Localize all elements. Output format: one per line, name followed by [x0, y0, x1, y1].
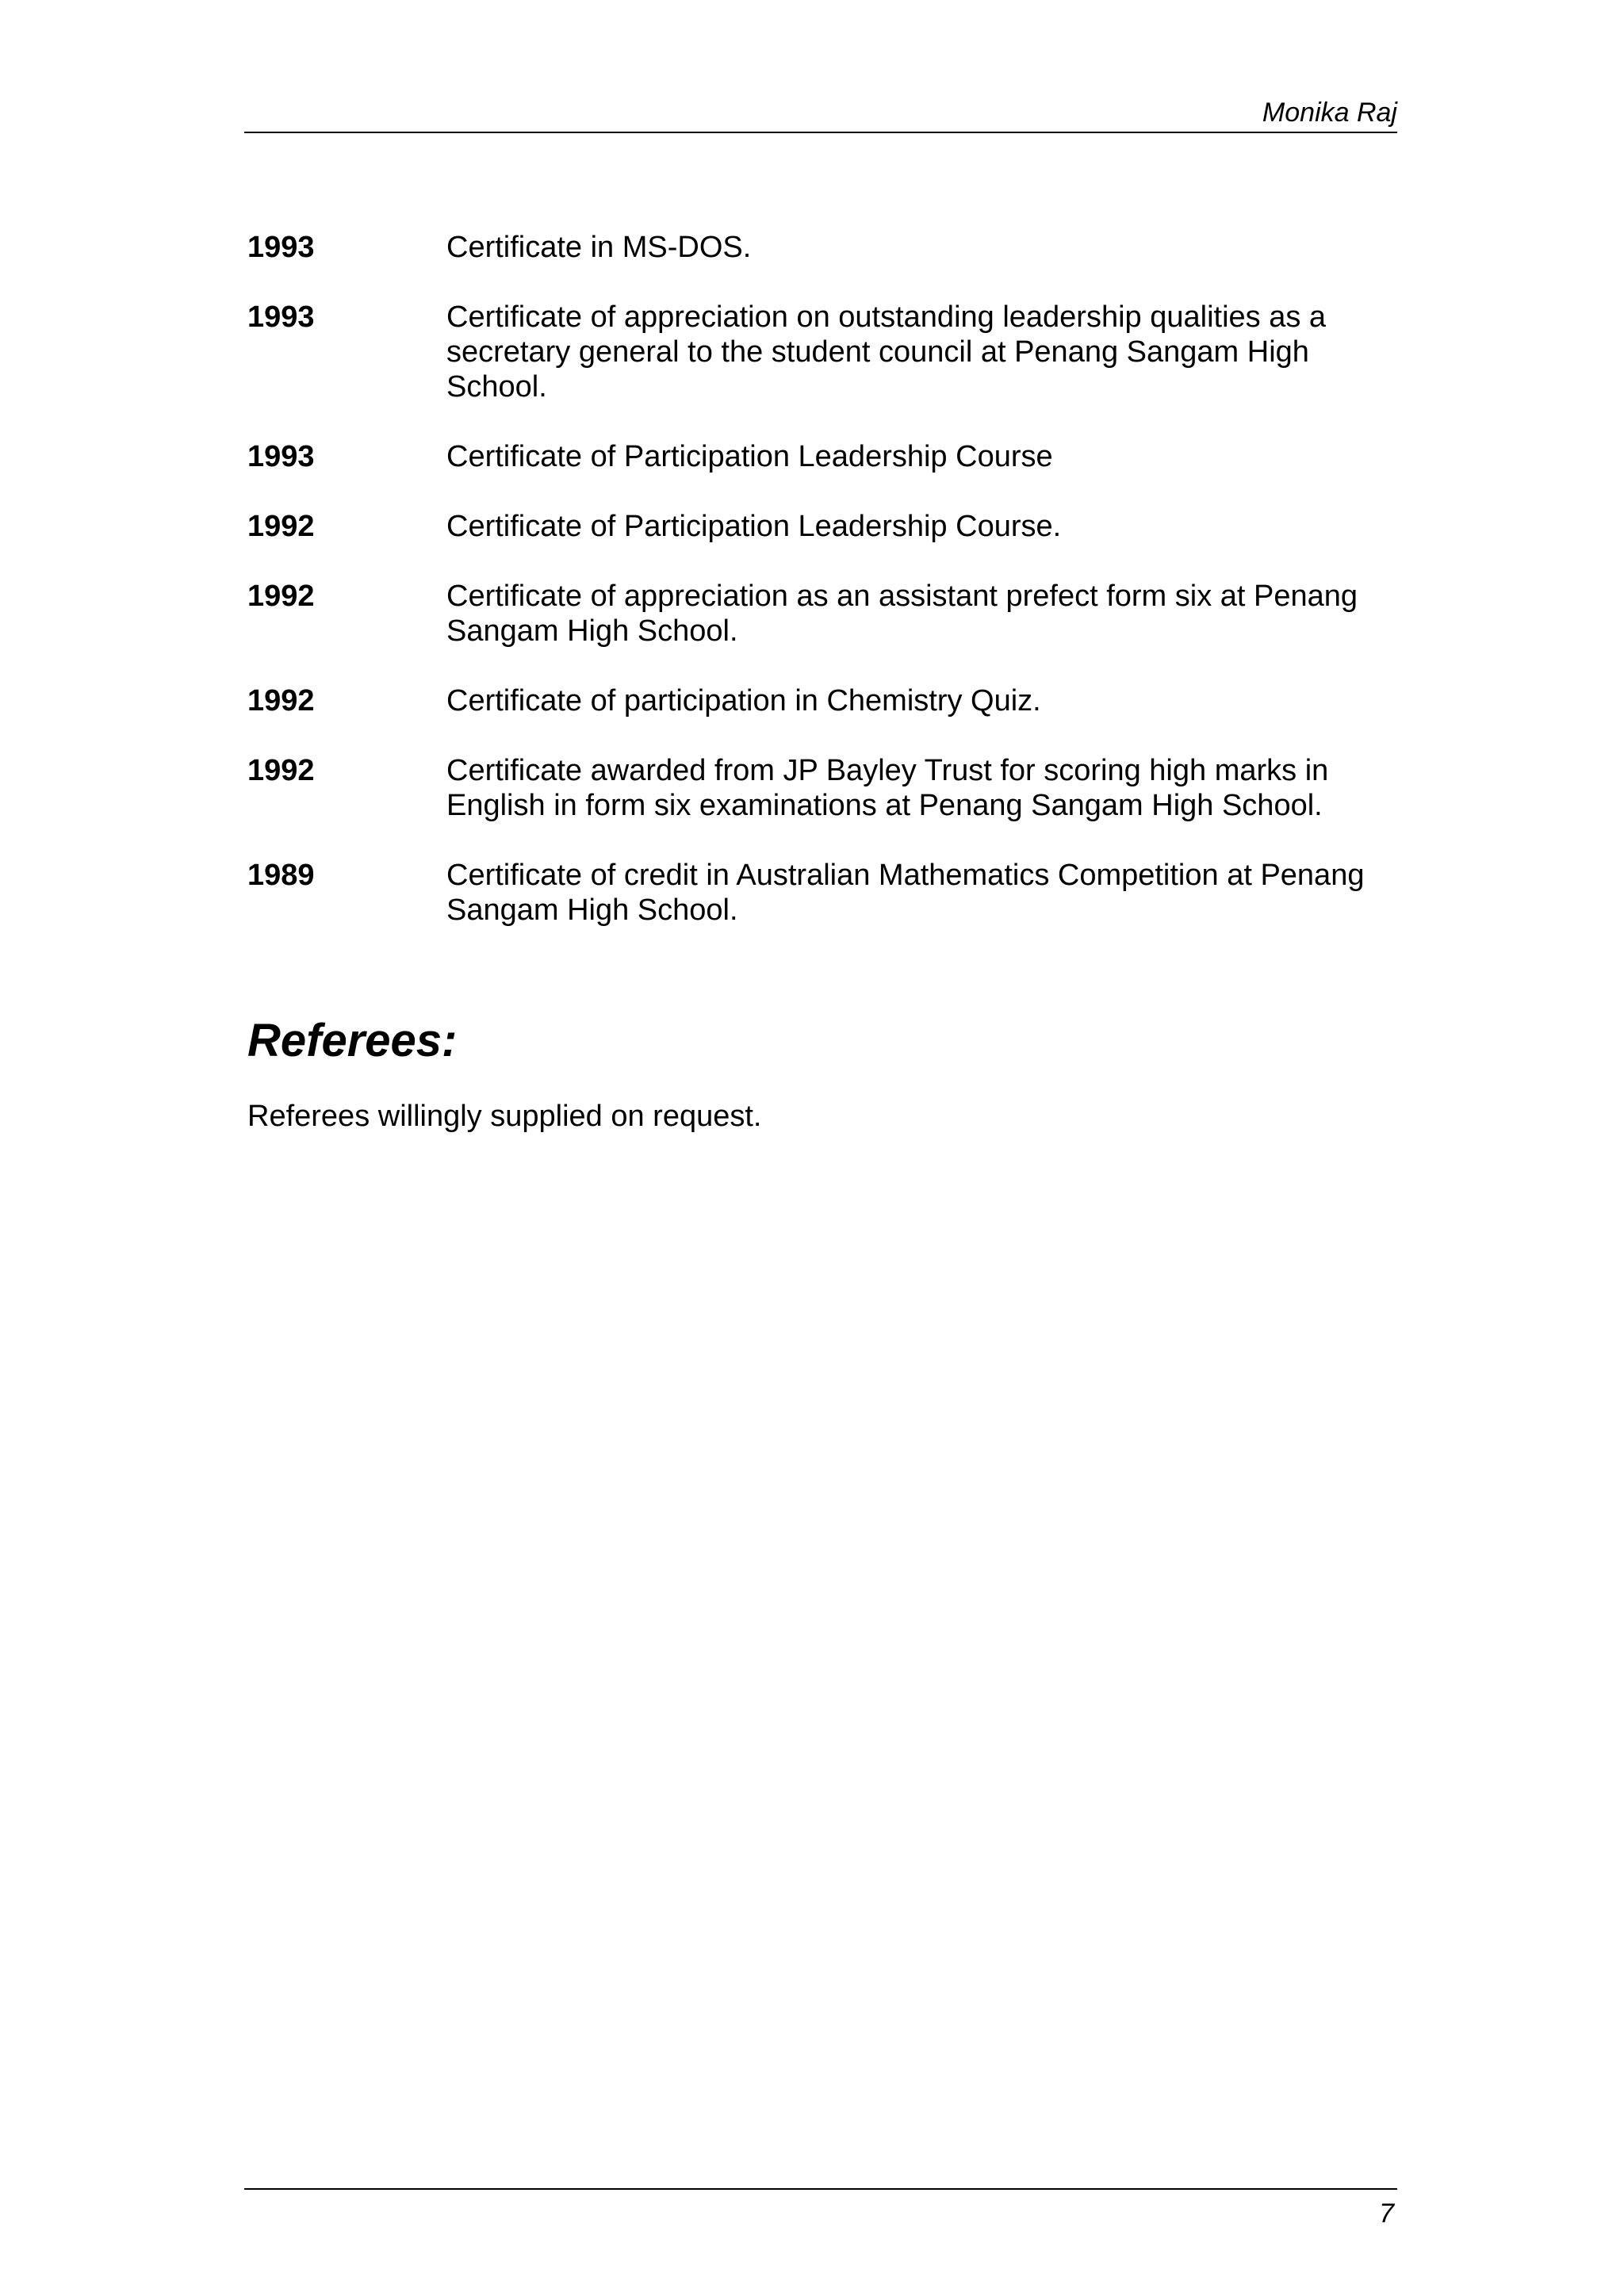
certificate-list [247, 230, 1397, 962]
entry-year: 1992 [247, 684, 315, 718]
certificate-entry [247, 579, 1397, 649]
certificate-entry [247, 439, 1397, 474]
page-footer [244, 2188, 1397, 2229]
entry-description: Certificate awarded from JP Bayley Trust for scoring high marks in English in form six examinations at Penang Sangam High School. [446, 754, 1329, 822]
entry-description: Certificate in MS-DOS. [446, 231, 752, 264]
page-number: 7 [1379, 2198, 1394, 2229]
page-header [244, 94, 1397, 133]
entry-year: 1989 [247, 859, 315, 892]
referees-heading: Referees: [247, 1015, 458, 1066]
entry-description: Certificate of appreciation on outstanding leadership qualities as a secretary general to the student council at Penang Sangam High School. [446, 300, 1327, 404]
entry-year: 1992 [247, 510, 315, 543]
entry-year: 1993 [247, 300, 315, 334]
entry-description: Certificate of appreciation as an assistant prefect form six at Penang Sangam High School. [446, 580, 1358, 648]
certificate-entry [247, 509, 1397, 544]
certificate-entry [247, 230, 1397, 265]
entry-description: Certificate of Participation Leadership Course [446, 440, 1053, 473]
referees-text: Referees willingly supplied on request. [247, 1100, 762, 1133]
entry-description: Certificate of Participation Leadership Course. [446, 510, 1062, 543]
entry-year: 1993 [247, 440, 315, 473]
certificate-entry [247, 683, 1397, 718]
certificate-entry [247, 300, 1397, 404]
certificate-entry [247, 753, 1397, 823]
entry-year: 1992 [247, 754, 315, 787]
entry-description: Certificate of credit in Australian Mathematics Competition at Penang Sangam High School. [446, 859, 1365, 927]
certificate-entry [247, 858, 1397, 928]
entry-description: Certificate of participation in Chemistry Quiz. [446, 684, 1041, 718]
entry-year: 1993 [247, 231, 315, 264]
entry-year: 1992 [247, 580, 315, 613]
header-author-name: Monika Raj [1262, 98, 1397, 128]
